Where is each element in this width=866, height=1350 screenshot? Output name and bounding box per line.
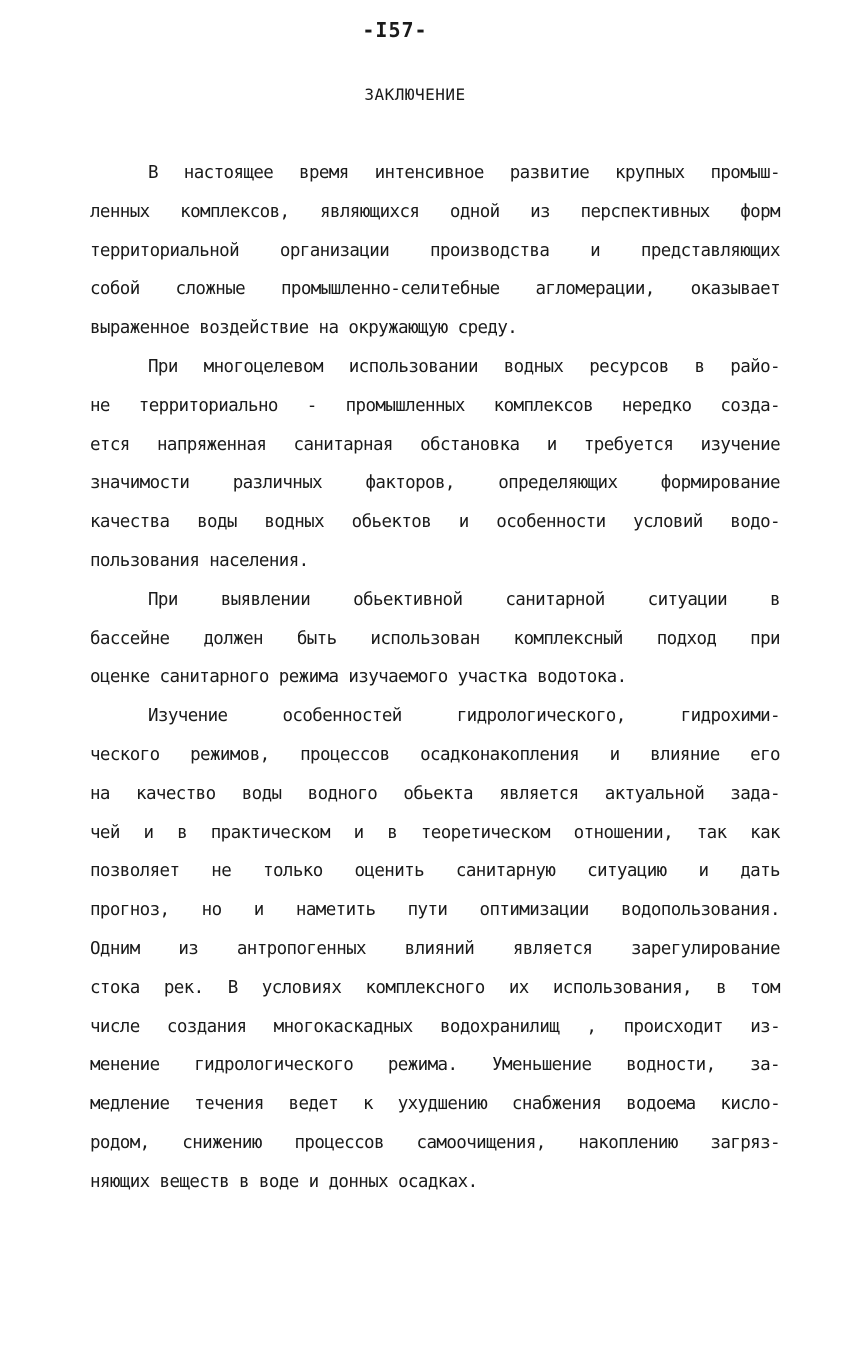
text-line: При многоцелевом использовании водных ресурсов в райо-: [148, 356, 780, 377]
text-line: на качество воды водного обьекта является актуальной зада-: [90, 783, 780, 804]
text-line: Изучение особенностей гидрологического, гидрохими-: [148, 706, 780, 727]
text-line: значимости различных факторов, определяющих формирование: [90, 473, 780, 494]
page-number: -I57-: [362, 18, 428, 42]
text-line: ленных комплексов, являющихся одной из перспективных форм: [90, 201, 780, 222]
text-line: Одним из антропогенных влияний является зарегулирование: [90, 938, 780, 959]
text-line: В настоящее время интенсивное развитие крупных промыш-: [148, 163, 780, 183]
text-line: бассейне должен быть использован комплексный подход при: [90, 628, 780, 649]
body-text: [90, 154, 780, 1202]
text-line: няющих веществ в воде и донных осадках.: [90, 1171, 478, 1192]
text-line: прогноз, но и наметить пути оптимизации водопользования.: [90, 900, 780, 921]
text-line: не территориально - промышленных комплексов нередко созда-: [90, 395, 780, 416]
text-line: выраженное воздействие на окружающую среду.: [90, 318, 518, 339]
text-line: стока рек. В условиях комплексного их использования, в том: [90, 977, 780, 998]
text-line: позволяет не только оценить санитарную ситуацию и дать: [90, 861, 780, 882]
text-line: пользования населения.: [90, 550, 309, 571]
text-line: территориальной организации производства и представляющих: [90, 240, 780, 261]
text-line: чей и в практическом и в теоретическом отношении, так как: [90, 822, 780, 843]
text-line: медление течения ведет к ухудшению снабжения водоема кисло-: [90, 1094, 780, 1115]
text-line: собой сложные промышленно-селитебные агломерации, оказывает: [90, 279, 780, 300]
text-line: ческого режимов, процессов осадконакопления и влияние его: [90, 744, 780, 765]
text-line: ется напряженная санитарная обстановка и требуется изучение: [90, 434, 780, 455]
text-line: родом, снижению процессов самоочищения, накоплению загряз-: [90, 1132, 780, 1153]
section-heading: ЗАКЛЮЧЕНИЕ: [364, 85, 466, 104]
text-line: оценке санитарного режима изучаемого участка водотока.: [90, 667, 627, 688]
text-line: При выявлении обьективной санитарной ситуации в: [148, 589, 780, 610]
text-line: качества воды водных обьектов и особенности условий водо-: [90, 512, 780, 533]
text-line: числе создания многокаскадных водохранилищ , происходит из-: [90, 1016, 780, 1037]
text-line: менение гидрологического режима. Уменьшение водности, за-: [90, 1055, 780, 1076]
